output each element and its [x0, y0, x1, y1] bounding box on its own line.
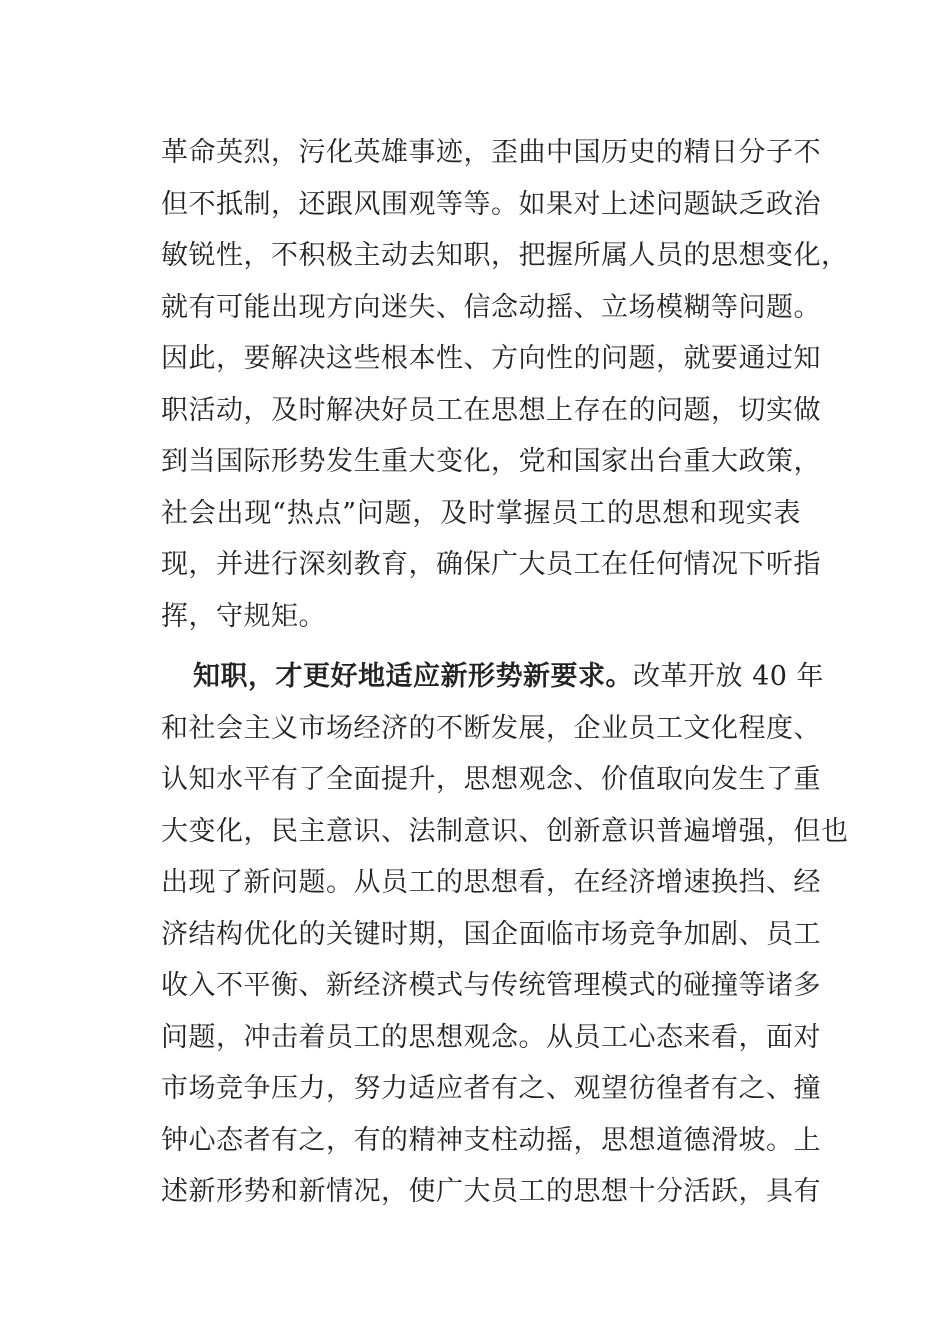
text-line: 革命英烈，污化英雄事迹，歪曲中国历史的精日分子不	[161, 137, 821, 168]
text-line: 社会出现“热点”问题，及时掌握员工的思想和现实表	[161, 497, 801, 529]
text-line: 问题，冲击着员工的思想观念。从员工心态来看，面对	[161, 1021, 821, 1053]
paragraph-heading-line	[161, 651, 825, 703]
text-line: 但不抵制，还跟风围观等等。如果对上述问题缺乏政治	[161, 188, 821, 220]
text-line: 挥，守规矩。	[161, 600, 326, 632]
text-line: 收入不平衡、新经济模式与传统管理模式的碰撞等诸多	[161, 970, 821, 1001]
text-line: 职活动，及时解决好员工在思想上存在的问题，切实做	[161, 394, 821, 426]
text-line: 济结构优化的关键时期，国企面临市场竞争加剧、员工	[161, 918, 821, 950]
text-run: 改革开放 40 年	[633, 661, 825, 692]
text-line: 因此，要解决这些根本性、方向性的问题，就要通过知	[161, 343, 821, 374]
paragraph-1	[161, 127, 849, 642]
text-line: 敏锐性，不积极主动去知职，把握所属人员的思想变化，	[161, 240, 849, 271]
paragraph-2	[161, 651, 849, 1218]
paragraph-heading: 知职，才更好地适应新形势新要求。	[193, 661, 633, 692]
text-line: 和社会主义市场经济的不断发展，企业员工文化程度、	[161, 712, 821, 744]
text-line: 认知水平有了全面提升，思想观念、价值取向发生了重	[161, 764, 821, 795]
text-line: 到当国际形势发生重大变化，党和国家出台重大政策，	[161, 446, 821, 477]
text-line: 出现了新问题。从员工的思想看，在经济增速换挡、经	[161, 867, 821, 898]
document-body	[161, 127, 849, 1218]
text-line: 钟心态者有之，有的精神支柱动摇，思想道德滑坡。上	[161, 1124, 821, 1156]
text-line: 市场竞争压力，努力适应者有之、观望彷徨者有之、撞	[161, 1073, 821, 1104]
text-line: 现，并进行深刻教育，确保广大员工在任何情况下听指	[161, 549, 821, 580]
text-line: 就有可能出现方向迷失、信念动摇、立场模糊等问题。	[161, 291, 821, 323]
paragraph-spacer	[161, 642, 801, 651]
text-line: 述新形势和新情况，使广大员工的思想十分活跃，具有	[161, 1176, 821, 1207]
text-line: 大变化，民主意识、法制意识、创新意识普遍增强，但也	[161, 815, 849, 847]
